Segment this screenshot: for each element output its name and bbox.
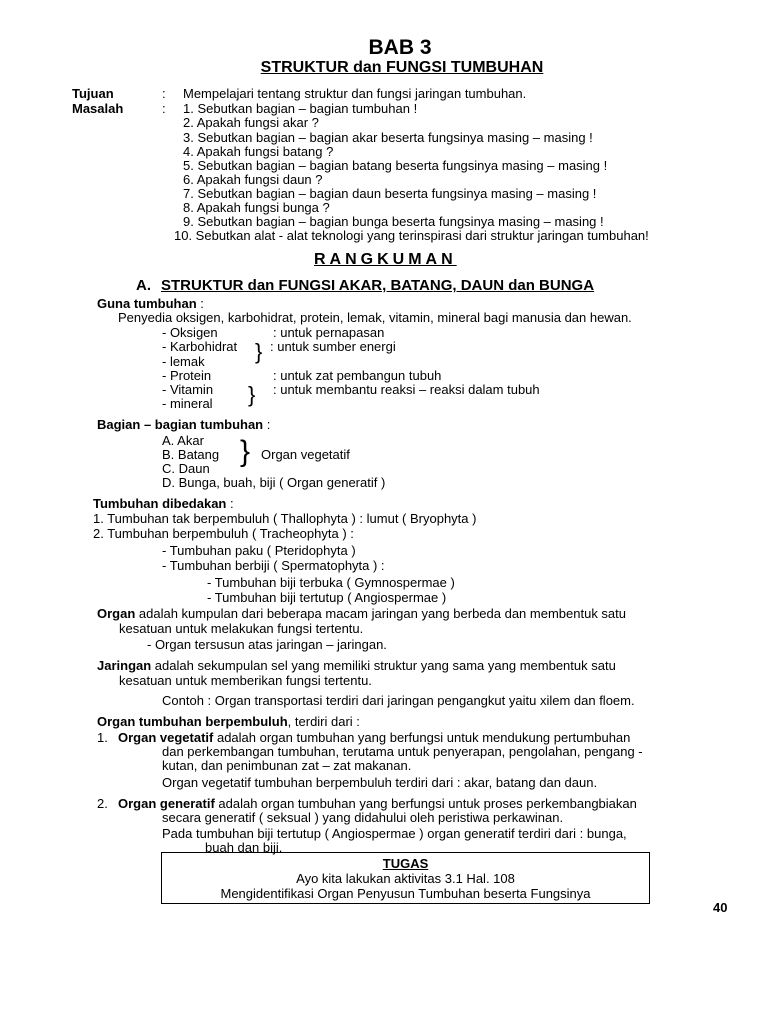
bagian-item: B. Batang [162,447,220,462]
jaringan-term: Jaringan [97,658,152,673]
vegetatif-text-cont: kutan, dan penimbunan zat – zat makanan. [162,758,412,773]
generatif-definition [118,796,637,811]
masalah-item: 8. Apakah fungsi bunga ? [183,200,330,215]
vegetatif-text-cont: dan perkembangan tumbuhan, terutama untuk penyerapan, pengolahan, pengang - [162,744,643,759]
tujuan-label: Tujuan [72,86,114,101]
dibedakan-heading: Tumbuhan dibedakan [93,496,227,511]
tujuan-colon: : [162,86,166,101]
page-number: 40 [713,900,728,915]
generatif-text-cont: buah dan biji. [205,840,283,855]
organ-text-cont: kesatuan untuk melakukan fungsi tertentu. [119,621,364,636]
masalah-colon: : [162,101,166,116]
guna-colon: : [196,296,204,311]
dibedakan-item: 1. Tumbuhan tak berpembuluh ( Thallophyta ) : lumut ( Bryophyta ) [93,511,477,526]
jaringan-contoh: Contoh : Organ transportasi terdiri dari jaringan pengangkut yaitu xilem dan floem. [162,693,635,708]
masalah-item: 6. Apakah fungsi daun ? [183,172,323,187]
berpembuluh-heading: Organ tumbuhan berpembuluh [97,714,288,729]
masalah-item: 4. Apakah fungsi batang ? [183,144,334,159]
organ-definition [97,606,626,621]
tugas-box [161,852,650,904]
berpembuluh-heading-rest: , terdiri dari : [287,714,360,729]
guna-item: - Karbohidrat [162,339,238,354]
masalah-item: 2. Apakah fungsi akar ? [183,115,319,130]
dibedakan-subitem: - Tumbuhan paku ( Pteridophyta ) [162,543,356,558]
guna-desc-oksigen: : untuk pernapasan [273,325,385,340]
jaringan-definition [97,658,616,673]
bagian-heading: Bagian – bagian tumbuhan [97,417,264,432]
section-a-letter: A. [136,277,151,294]
vegetatif-summary: Organ vegetatif tumbuhan berpembuluh terdiri dari : akar, batang dan daun. [162,775,598,790]
generatif-text-cont: secara generatif ( seksual ) yang didahului oleh peristiwa perkawinan. [162,810,564,825]
tugas-line-1: Ayo kita lakukan aktivitas 3.1 Hal. 108 [296,871,515,886]
masalah-label: Masalah [72,101,124,116]
guna-item: - Protein [162,368,212,383]
page-title: STRUKTUR dan FUNGSI TUMBUHAN [260,59,544,76]
bagian-item: C. Daun [162,461,210,476]
masalah-item: 5. Sebutkan bagian – bagian batang beserta fungsinya masing – masing ! [183,158,608,173]
tujuan-text: Mempelajari tentang struktur dan fungsi jaringan tumbuhan. [183,86,527,101]
tugas-title: TUGAS [382,856,429,871]
section-a-title: STRUKTUR dan FUNGSI AKAR, BATANG, DAUN dan BUNGA [161,277,595,294]
guna-item: - lemak [162,354,205,369]
guna-heading-line [97,296,204,311]
masalah-item: 7. Sebutkan bagian – bagian daun beserta fungsinya masing – masing ! [183,186,597,201]
generatif-text-cont: Pada tumbuhan biji tertutup ( Angiospermae ) organ generatif terdiri dari : bunga, [162,826,627,841]
bagian-item: A. Akar [162,433,204,448]
guna-desc-vitamin: : untuk membantu reaksi – reaksi dalam tubuh [273,382,540,397]
dibedakan-heading-line [93,496,234,511]
dibedakan-subitem: - Tumbuhan berbiji ( Spermatophyta ) : [162,558,385,573]
dibedakan-subsubitem: - Tumbuhan biji terbuka ( Gymnospermae ) [207,575,455,590]
organ-term: Organ [97,606,136,621]
dibedakan-subsubitem: - Tumbuhan biji tertutup ( Angiospermae ) [207,590,447,605]
vegetatif-term: Organ vegetatif [118,730,214,745]
masalah-item: 10. Sebutkan alat - alat teknologi yang terinspirasi dari struktur jaringan tumbuhan! [174,228,649,243]
bagian-item: D. Bunga, buah, biji ( Organ generatif ) [162,475,386,490]
guna-heading: Guna tumbuhan [97,296,197,311]
masalah-item: 3. Sebutkan bagian – bagian akar beserta fungsinya masing – masing ! [183,130,593,145]
guna-item: - Vitamin [162,382,214,397]
masalah-item: 1. Sebutkan bagian – bagian tumbuhan ! [183,101,418,116]
guna-desc-protein: : untuk zat pembangun tubuh [273,368,442,383]
vegetatif-definition [118,730,630,745]
rangkuman-heading: RANGKUMAN [314,251,457,268]
generatif-num: 2. [97,796,108,811]
brace-icon: } [248,382,256,407]
bagian-colon: : [263,417,271,432]
berpembuluh-heading-line [97,714,360,729]
guna-item: - Oksigen [162,325,218,340]
tugas-line-2: Mengidentifikasi Organ Penyusun Tumbuhan beserta Fungsinya [220,886,591,901]
chapter-title: BAB 3 [368,36,432,59]
dibedakan-item: 2. Tumbuhan berpembuluh ( Tracheophyta ) : [93,526,354,541]
jaringan-text-cont: kesatuan untuk memberikan fungsi tertentu. [119,673,372,688]
vegetatif-text: adalah organ tumbuhan yang berfungsi untuk mendukung pertumbuhan [213,730,631,745]
organ-text: adalah kumpulan dari beberapa macam jaringan yang berbeda dan membentuk satu [135,606,627,621]
brace-icon: } [240,435,251,468]
guna-item: - mineral [162,396,213,411]
brace-icon: } [255,339,263,364]
organ-vegetatif-label: Organ vegetatif [261,447,350,462]
jaringan-text: adalah sekumpulan sel yang memiliki struktur yang sama yang membentuk satu [151,658,616,673]
organ-note: - Organ tersusun atas jaringan – jaringan. [147,637,387,652]
guna-intro: Penyedia oksigen, karbohidrat, protein, lemak, vitamin, mineral bagi manusia dan hewan. [118,310,632,325]
generatif-term: Organ generatif [118,796,215,811]
dibedakan-colon: : [226,496,234,511]
generatif-text: adalah organ tumbuhan yang berfungsi untuk proses perkembangbiakan [214,796,637,811]
vegetatif-num: 1. [97,730,108,745]
guna-desc-energi: : untuk sumber energi [270,339,396,354]
bagian-heading-line [97,417,270,432]
masalah-item: 9. Sebutkan bagian – bagian bunga beserta fungsinya masing – masing ! [183,214,604,229]
